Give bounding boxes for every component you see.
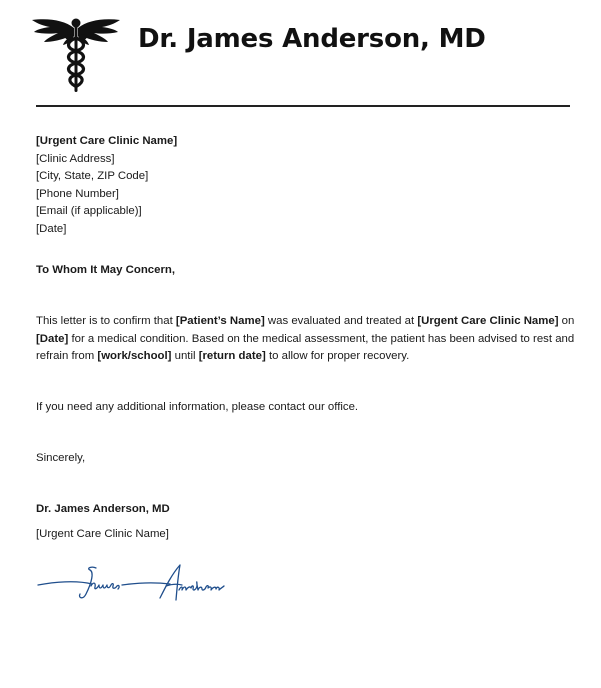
paragraph-text: was evaluated and treated at: [264, 315, 418, 327]
paragraph-text: This letter is to confirm that: [36, 315, 176, 327]
paragraph-text: on: [558, 315, 575, 327]
return-date-placeholder: [return date]: [198, 350, 266, 362]
signature-strokes: [38, 565, 224, 600]
paragraph-text: to allow for proper recovery.: [265, 350, 410, 362]
paragraph-text: refrain from: [36, 350, 98, 362]
clinic-phone: [Phone Number]: [36, 187, 119, 200]
date-placeholder: [Date]: [36, 332, 69, 345]
paragraph-line-3: [36, 348, 571, 366]
clinic-address: [Clinic Address]: [36, 152, 115, 165]
salutation: To Whom It May Concern,: [36, 264, 176, 276]
clinic-email: [Email (if applicable)]: [36, 205, 142, 217]
paragraph-line-1: [36, 313, 575, 331]
letter-date: [Date]: [36, 222, 67, 235]
signer-name: Dr. James Anderson, MD: [36, 503, 170, 515]
body-paragraph: [36, 313, 575, 366]
paragraph-line-2: [36, 331, 575, 349]
work-school-placeholder: [work/school]: [97, 350, 172, 362]
caduceus-icon: [30, 14, 122, 94]
handwritten-signature: [36, 560, 226, 610]
clinic-name-placeholder: [Urgent Care Clinic Name]: [417, 315, 559, 327]
clinic-address-block: [36, 133, 177, 238]
header-divider: [36, 105, 570, 107]
paragraph-text: for a medical condition. Based on the medical assessment, the patient has been advised to rest and: [68, 332, 575, 345]
doctor-name-heading: Dr. James Anderson, MD: [138, 24, 486, 54]
signer-clinic: [Urgent Care Clinic Name]: [36, 528, 169, 540]
followup-sentence: If you need any additional information, please contact our office.: [36, 401, 359, 413]
patient-name-placeholder: [Patient’s Name]: [175, 315, 265, 327]
closing: Sincerely,: [36, 452, 86, 464]
paragraph-text: until: [171, 350, 199, 362]
clinic-city-state-zip: [City, State, ZIP Code]: [36, 170, 149, 182]
clinic-name: [Urgent Care Clinic Name]: [36, 135, 178, 147]
